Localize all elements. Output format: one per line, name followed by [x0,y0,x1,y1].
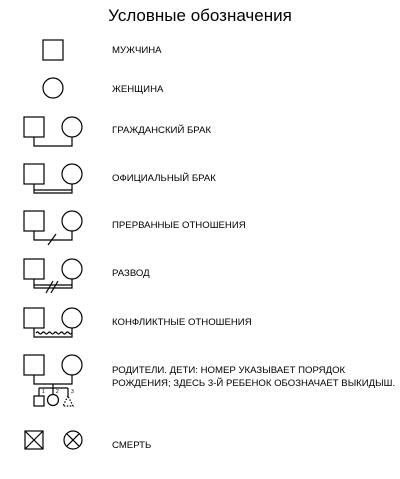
miscarriage-triangle-icon [63,396,73,406]
child-daughter-icon [48,395,59,406]
label-official-marriage: ОФИЦИАЛЬНЫЙ БРАК [112,173,216,184]
label-male: МУЖЧИНА [112,45,162,56]
broken-relationship-icon [24,211,82,245]
divorce-icon [24,259,82,293]
child-number-1: 1 [42,389,45,395]
label-divorce: РАЗВОД [112,268,150,279]
conflict-relationship-icon [24,308,82,337]
child-number-3: 3 [71,389,74,395]
female-circle-icon [43,78,63,98]
death-icon [25,431,82,449]
civil-marriage-icon [24,117,82,146]
child-son-icon [34,396,44,406]
label-female: ЖЕНЩИНА [112,84,164,95]
parents-children-icon [24,355,82,406]
label-civil-marriage: ГРАЖДАНСКИЙ БРАК [112,125,212,136]
label-death: СМЕРТЬ [112,440,152,451]
child-number-2: 2 [56,389,59,395]
label-parents-children-line2: РОЖДЕНИЯ; ЗДЕСЬ 3-Й РЕБЕНОК ОБОЗНАЧАЕТ ВЫКИДЫШ. [112,378,396,389]
official-marriage-icon [24,164,82,193]
legend-title: Условные обозначения [108,6,292,25]
label-parents-children-line1: РОДИТЕЛИ. ДЕТИ: НОМЕР УКАЗЫВАЕТ ПОРЯДОК [112,365,346,376]
label-broken-relationship: ПРЕРВАННЫЕ ОТНОШЕНИЯ [112,220,246,231]
male-square-icon [43,40,63,60]
label-conflict-relationship: КОНФЛИКТНЫЕ ОТНОШЕНИЯ [112,317,252,328]
